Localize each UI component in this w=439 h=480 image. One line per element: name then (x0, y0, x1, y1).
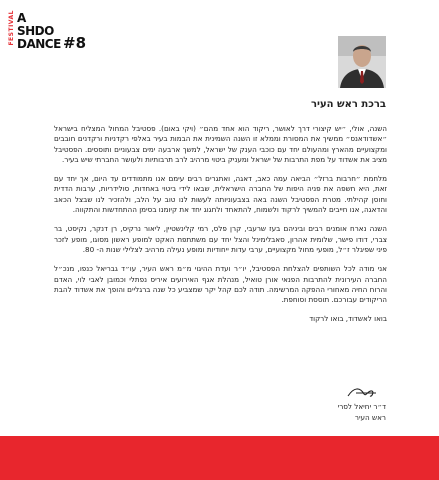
logo-line-3: DANCE (17, 37, 61, 51)
logo-line-2: SHDO (17, 24, 54, 38)
footer-red-band (0, 436, 439, 480)
logo-number: #8 (63, 34, 87, 52)
page-title: ברכת ראש העיר (311, 99, 386, 110)
handwritten-signature (316, 385, 386, 401)
logo-line-1: A (17, 11, 26, 25)
portrait-image (338, 36, 386, 88)
signatory-name: ד״ר יחיאל לסרי (337, 402, 386, 411)
paragraph: אני מודה לכל השותפים להצלחת הפסטיבל, יו״ר ועדת ההיגוי מ״מ ראש העיר, עו״ד גבריאל כנפו, מנכ״ל החברה העירונית להתרבות הפנאי אורן טואיל, מנהלת אגף האירועים איריס נפתלי וכמובן לאבי לוי, האדם והרוח החיה מאחורי ההפקה המרשימה. תודה לכם קהל יקר שמצביע כל שנה ברגליים והופך את אשדוד להבת הריקודים עבורכם. תוססת וסוחפת. (54, 264, 387, 305)
mayor-portrait (338, 36, 386, 88)
signatory-role: ראש העיר (354, 413, 386, 422)
paragraph: מלחמת ״חרבות ברזל״ הביאה עמה כאב, דאגה, ואתגרים רבים עימם אנו מתמודדים עד היום, אך יחד עם זאת, היא חשפה את פניה היפות של החברה הישראלית, שבאו לידי ביטוי באחדות, סולידריות, ערבות הדדית וחוסן קהילתי. מטרת הפסטיבל השנה באה בצבעוניותה לעשות לנו טוב על הלב, ולהזכיר לנו שבצל הכאב והדאגה, אנו חייבים להמשיך לרקוד ולשמוח, להתאחד ולחגוג יחד את קיומנו בסימן ההתחדשות והתקווה. (54, 174, 387, 215)
letter-body (54, 124, 387, 334)
paragraph: השנה, אולי, ״יש קיצורי דרך לאושר, ריקוד הוא אחד מהם״ (ויקי באום). פסטיבל המחול המצליח בישראל ״אשדודאנס״ ממשיך את המסורת וממלא זו השנה השמינית את הבמות בעיר באלפי רקדניות ורקדנים חובבים ומקצועיים מהארץ ומהעולם יחד עם כוכבי הענק של ישראל, למשך ארבעה ימים צבעוניים ותוססים. הפסטיבל מציב את אשדוד על מפת התרבות של ישראל ומעניק ביטוי מרהיב לרב תרבותיות ולעושר החברתי שיש בעיר. (54, 124, 387, 164)
festival-logo (8, 10, 128, 50)
signature-scribble (316, 385, 386, 401)
closing-line: בואו לאשדוד, בואו לרקוד (309, 314, 387, 324)
paragraph: השנה נארח אומנים רבים וביניהם בעז שרעבי, קרן פלס, רמי קלינשטיין, ליאור נרקיס, רן דנקר, נקיסט, בר צברי, דודו פישר, שלומית אהרון, סאבלימינל והצל יחד עם משתתפת האקט למופע ראשון מסוגו, מופע לזכר פיני שפיגלר ז״ל, מופעי מחול מקצועיים, ערבי עדות ייחודיות ומופע נעילה מרהיב לצלילי שנות ה- 80. (54, 224, 387, 254)
logo-vertical-text: FESTIVAL (8, 10, 15, 46)
